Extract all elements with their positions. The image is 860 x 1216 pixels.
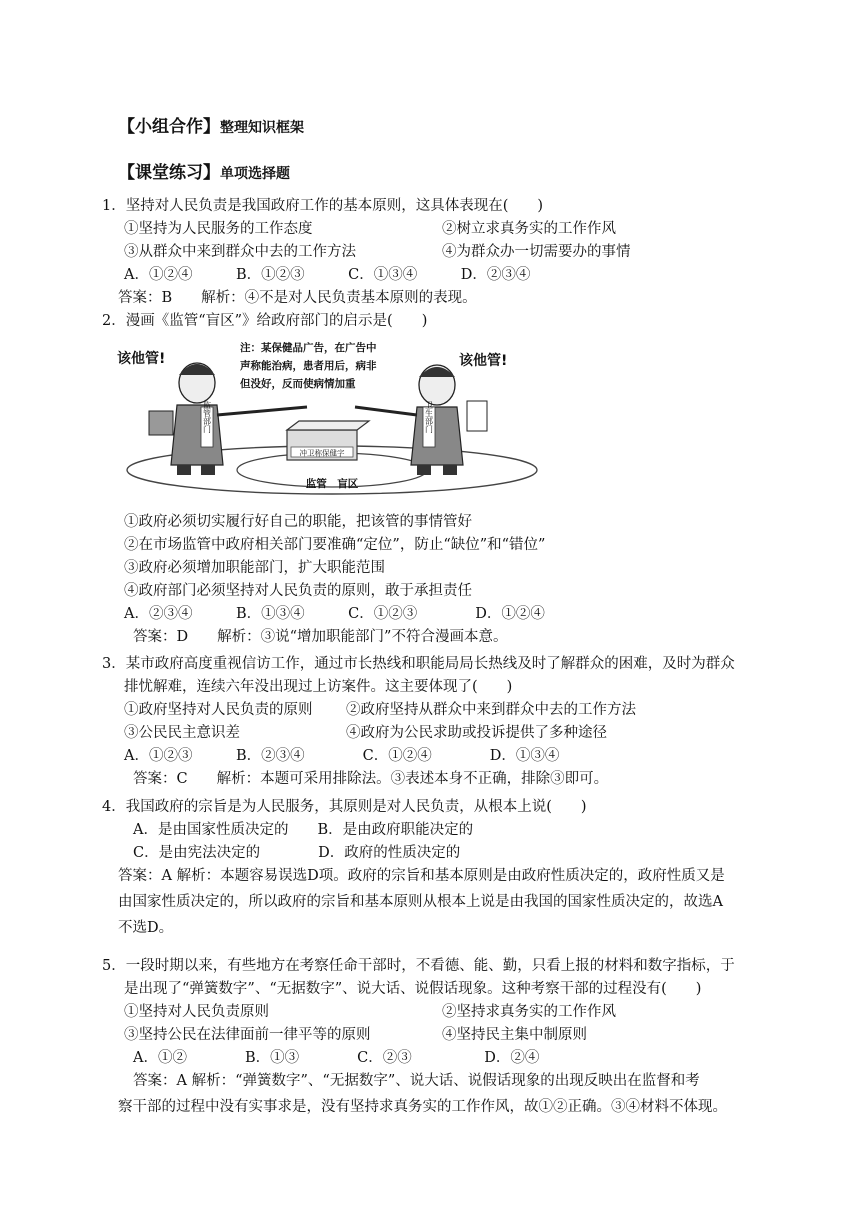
q1-option-1: ①坚持为人民服务的工作态度 xyxy=(124,221,313,237)
q1-stem: 1．坚持对人民负责是我国政府工作的基本原则，这具体表现在( ) xyxy=(102,198,544,214)
q3-option-1: ①政府坚持对人民负责的原则 xyxy=(124,702,313,718)
q1-option-2: ②树立求真务实的工作作风 xyxy=(442,221,616,237)
section-heading-class-practice xyxy=(118,163,290,184)
q5-stem-line-2: 是出现了“弹簧数字”、“无据数字”、说大话、说假话现象。这种考察干部的过程没有( ) xyxy=(124,981,702,997)
q5-answer-line-2: 察干部的过程中没有实事求是，没有坚持求真务实的工作作风，故①②正确。③④材料不体现。 xyxy=(118,1099,727,1115)
section-heading-group-work xyxy=(118,117,304,138)
q5-choices: A．①② B．①③ C．②③ D．②④ xyxy=(133,1050,540,1066)
q3-answer: 答案：C 解析：本题可采用排除法。③表述本身不正确，排除③即可。 xyxy=(133,771,609,787)
q2-option-2: ②在市场监管中政府相关部门要准确“定位”，防止“缺位”和“错位” xyxy=(124,537,546,553)
q5-answer-line-1: 答案：A 解析：“弹簧数字”、“无据数字”、说大话、说假话现象的出现反映出在监督和考 xyxy=(133,1073,700,1089)
q5-option-1: ①坚持对人民负责原则 xyxy=(124,1004,269,1020)
q2-choices: A．②③④ B．①③④ C．①②③ D．①②④ xyxy=(124,606,545,622)
q1-option-3: ③从群众中来到群众中去的工作方法 xyxy=(124,244,356,260)
box-label: 冲卫称保健字 xyxy=(299,448,345,458)
q3-option-4: ④政府为公民求助或投诉提供了多种途径 xyxy=(346,725,607,741)
q5-option-2: ②坚持求真务实的工作作风 xyxy=(442,1004,616,1020)
q4-answer-line-2: 由国家性质决定的，所以政府的宗旨和基本原则从根本上说是由我国的国家性质决定的，故选A xyxy=(118,894,723,910)
q4-answer-line-1: 答案：A 解析：本题容易误选D项。政府的宗旨和基本原则是由政府性质决定的，政府性质又是 xyxy=(118,868,725,884)
heading-sub: 单项选择题 xyxy=(220,166,290,182)
left-speech: 该他管! xyxy=(117,351,166,367)
q2-option-1: ①政府必须切实履行好自己的职能，把该管的事情管好 xyxy=(124,514,472,530)
right-speech: 该他管! xyxy=(459,353,508,369)
q4-stem: 4．我国政府的宗旨是为人民服务，其原则是对人民负责，从根本上说( ) xyxy=(102,799,587,815)
q4-choices-ab: A．是由国家性质决定的 B．是由政府职能决定的 xyxy=(133,822,474,838)
q3-option-2: ②政府坚持从群众中来到群众中去的工作方法 xyxy=(346,702,636,718)
q2-stem: 2．漫画《监管“盲区”》给政府部门的启示是( ) xyxy=(102,313,428,329)
right-official-figure xyxy=(355,365,487,475)
q5-option-4: ④坚持民主集中制原则 xyxy=(442,1027,587,1043)
q5-option-3: ③坚持公民在法律面前一律平等的原则 xyxy=(124,1027,371,1043)
q1-option-4: ④为群众办一切需要办的事情 xyxy=(442,244,631,260)
ground-label: 监管 盲区 xyxy=(305,478,359,490)
heading-bracket: 【小组合作】 xyxy=(118,117,220,137)
q5-stem-line-1: 5．一段时期以来，有些地方在考察任命干部时，不看德、能、勤，只看上报的材料和数字指标，于 xyxy=(102,958,735,974)
q3-option-3: ③公民民主意识差 xyxy=(124,725,240,741)
q1-answer: 答案：B 解析：④不是对人民负责基本原则的表现。 xyxy=(118,290,477,306)
q3-stem-line-2: 排忧解难，连续六年没出现过上访案件。这主要体现了( ) xyxy=(124,679,513,695)
heading-sub: 整理知识框架 xyxy=(220,120,304,136)
q1-choices: A．①②④ B．①②③ C．①③④ D．②③④ xyxy=(124,267,531,283)
cartoon-note-line-1: 注：某保健品广告，在广告中 xyxy=(240,342,377,354)
q3-choices: A．①②③ B．②③④ C．①②④ D．①③④ xyxy=(124,748,560,764)
right-badge: 卫生部门 xyxy=(424,401,434,433)
left-badge: 监管部门 xyxy=(202,401,212,433)
supervision-blind-zone-cartoon xyxy=(107,335,547,500)
q2-answer: 答案：D 解析：③说“增加职能部门”不符合漫画本意。 xyxy=(133,629,508,645)
q3-stem-line-1: 3．某市政府高度重视信访工作，通过市长热线和职能局局长热线及时了解群众的困难，及时为群众 xyxy=(102,656,735,672)
cartoon-note-line-3: 但没好，反而使病情加重 xyxy=(240,378,356,390)
q4-answer-line-3: 不选D。 xyxy=(118,920,174,936)
heading-bracket: 【课堂练习】 xyxy=(118,163,220,183)
q4-choices-cd: C．是由宪法决定的 D．政府的性质决定的 xyxy=(133,845,461,861)
cartoon-note-line-2: 声称能治病，患者用后，病非 xyxy=(240,360,377,372)
q2-option-3: ③政府必须增加职能部门，扩大职能范围 xyxy=(124,560,385,576)
q2-option-4: ④政府部门必须坚持对人民负责的原则，敢于承担责任 xyxy=(124,583,472,599)
